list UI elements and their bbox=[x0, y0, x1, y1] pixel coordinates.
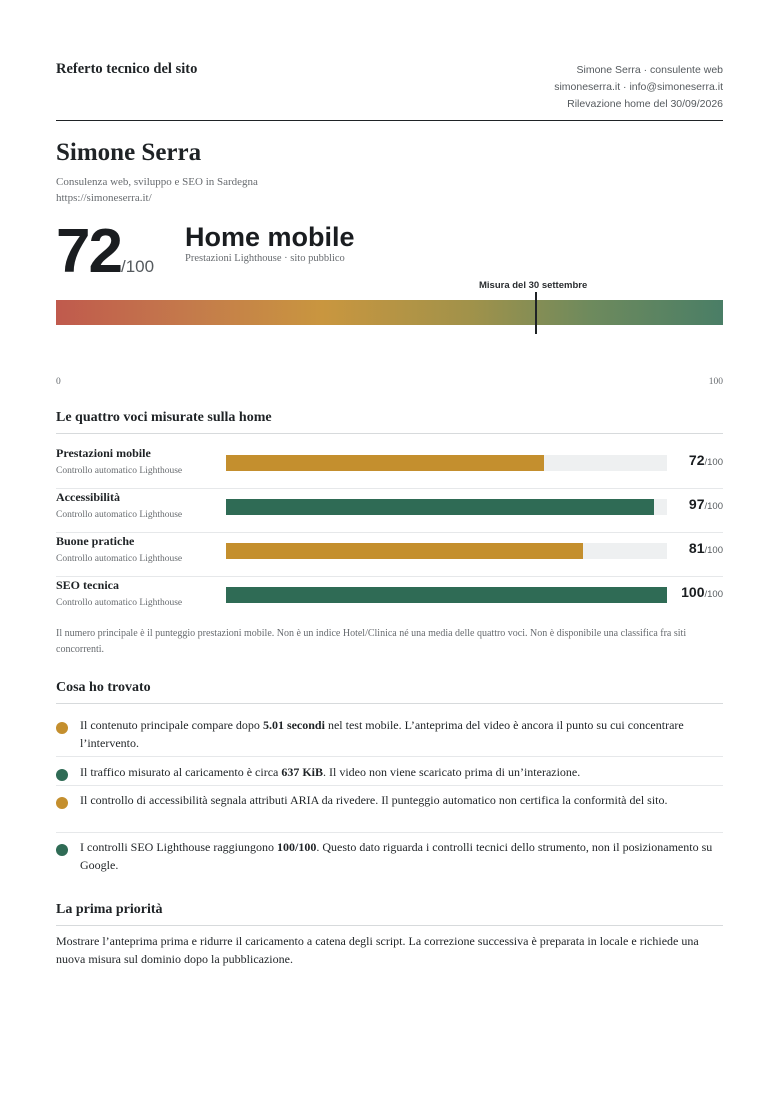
finding-status-dot bbox=[56, 844, 68, 856]
metric-track bbox=[226, 587, 667, 603]
site-tagline: Consulenza web, sviluppo e SEO in Sardegna bbox=[56, 176, 258, 188]
scale-max-label: 100 bbox=[708, 377, 723, 387]
metric-score-max: /100 bbox=[704, 457, 723, 468]
metrics-note: Il numero principale è il punteggio prestazioni mobile. Non è un indice Hotel/Clinica né una media delle quattro voci. Non è disponibile una classifica fra siti concorrenti. bbox=[56, 628, 687, 655]
metric-track bbox=[226, 499, 667, 515]
site-url: https://simoneserra.it/ bbox=[56, 192, 152, 204]
metric-row-seo bbox=[56, 576, 723, 620]
finding-item bbox=[56, 791, 723, 833]
metric-score-value: 81 bbox=[688, 540, 705, 556]
score-title: Home mobile bbox=[185, 222, 355, 252]
finding-text bbox=[80, 763, 723, 781]
finding-status-dot bbox=[56, 797, 68, 809]
finding-item bbox=[56, 838, 723, 878]
score-marker bbox=[535, 292, 537, 334]
finding-text-part: . Il video non viene scaricato prima di un’interazione. bbox=[323, 765, 581, 779]
metrics-divider bbox=[56, 433, 723, 434]
finding-text-part: Il traffico misurato al caricamento è circa bbox=[80, 765, 282, 779]
finding-text-part: Il contenuto principale compare dopo bbox=[80, 718, 263, 732]
site-info bbox=[56, 174, 258, 206]
finding-status-dot bbox=[56, 769, 68, 781]
scale-min-label: 0 bbox=[56, 377, 61, 387]
metric-name: Accessibilità bbox=[56, 490, 120, 504]
findings-divider bbox=[56, 703, 723, 704]
finding-item bbox=[56, 763, 723, 786]
metric-bar bbox=[226, 455, 544, 471]
metric-name: Prestazioni mobile bbox=[56, 446, 151, 460]
finding-highlight: 100/100 bbox=[276, 840, 317, 854]
meta-author: Simone Serra · consulente web bbox=[576, 64, 723, 76]
metric-score-max: /100 bbox=[704, 589, 723, 600]
finding-highlight: 637 KiB bbox=[281, 765, 324, 779]
header-divider bbox=[56, 120, 723, 121]
metric-score bbox=[689, 496, 723, 514]
priority-divider bbox=[56, 925, 723, 926]
metric-score bbox=[689, 452, 723, 470]
metric-track bbox=[226, 455, 667, 471]
meta-contact: simoneserra.it · info@simoneserra.it bbox=[554, 81, 723, 93]
metrics-heading: Le quattro voci misurate sulla home bbox=[56, 410, 272, 425]
metric-row-accessibility bbox=[56, 488, 723, 533]
marker-label: Misura del 30 settembre bbox=[479, 280, 588, 291]
metric-source: Controllo automatico Lighthouse bbox=[56, 466, 183, 476]
metric-row-performance bbox=[56, 444, 723, 489]
finding-text-part: nel test mobile. L’anteprima del video è ancora il punto su cui concentrare l’intervento. bbox=[80, 718, 684, 750]
score-subtitle: Prestazioni Lighthouse · sito pubblico bbox=[185, 253, 345, 264]
finding-status-dot bbox=[56, 722, 68, 734]
metric-score-value: 97 bbox=[688, 496, 705, 512]
priority-text: Mostrare l’anteprima prima e ridurre il caricamento a catena degli script. La correzione successiva è preparata in locale e richiede una nuova misura sul dominio dopo la pubblicazione. bbox=[56, 934, 699, 966]
report-page bbox=[56, 0, 723, 1100]
meta-date: Rilevazione home del 30/09/2026 bbox=[567, 98, 723, 110]
finding-text bbox=[80, 716, 723, 752]
metric-source: Controllo automatico Lighthouse bbox=[56, 598, 183, 608]
metric-source: Controllo automatico Lighthouse bbox=[56, 510, 183, 520]
main-score bbox=[56, 216, 154, 287]
finding-item bbox=[56, 716, 723, 757]
finding-highlight: 5.01 secondi bbox=[262, 718, 325, 732]
metric-name: Buone pratiche bbox=[56, 534, 135, 548]
priority-heading: La prima priorità bbox=[56, 902, 163, 917]
score-gradient-bar bbox=[56, 300, 723, 325]
metric-bar bbox=[226, 543, 583, 559]
site-name: Simone Serra bbox=[56, 139, 202, 166]
finding-text bbox=[80, 791, 723, 809]
finding-text-part: I controlli SEO Lighthouse raggiungono bbox=[80, 840, 277, 854]
main-score-value: 72 bbox=[56, 217, 121, 286]
metric-row-best-practices bbox=[56, 532, 723, 577]
metric-bar bbox=[226, 499, 654, 515]
finding-text bbox=[80, 838, 723, 874]
metric-score-max: /100 bbox=[704, 545, 723, 556]
metric-score-value: 100 bbox=[681, 584, 705, 600]
finding-text-part: . Questo dato riguarda i controlli tecnici dello strumento, non il posizionamento su Google. bbox=[80, 840, 713, 872]
metric-source: Controllo automatico Lighthouse bbox=[56, 554, 183, 564]
metric-score bbox=[681, 584, 723, 602]
findings-heading: Cosa ho trovato bbox=[56, 680, 151, 695]
metric-track bbox=[226, 543, 667, 559]
metric-bar bbox=[226, 587, 667, 603]
finding-text-part: Il controllo di accessibilità segnala attributi ARIA da rivedere. Il punteggio automatico non certifica la conformità del sito. bbox=[80, 793, 668, 807]
metric-name: SEO tecnica bbox=[56, 578, 119, 592]
metric-score bbox=[689, 540, 723, 558]
report-title: Referto tecnico del sito bbox=[56, 61, 198, 77]
metric-score-max: /100 bbox=[704, 501, 723, 512]
report-meta bbox=[554, 62, 723, 113]
metric-score-value: 72 bbox=[688, 452, 705, 468]
main-score-max: /100 bbox=[120, 257, 155, 276]
